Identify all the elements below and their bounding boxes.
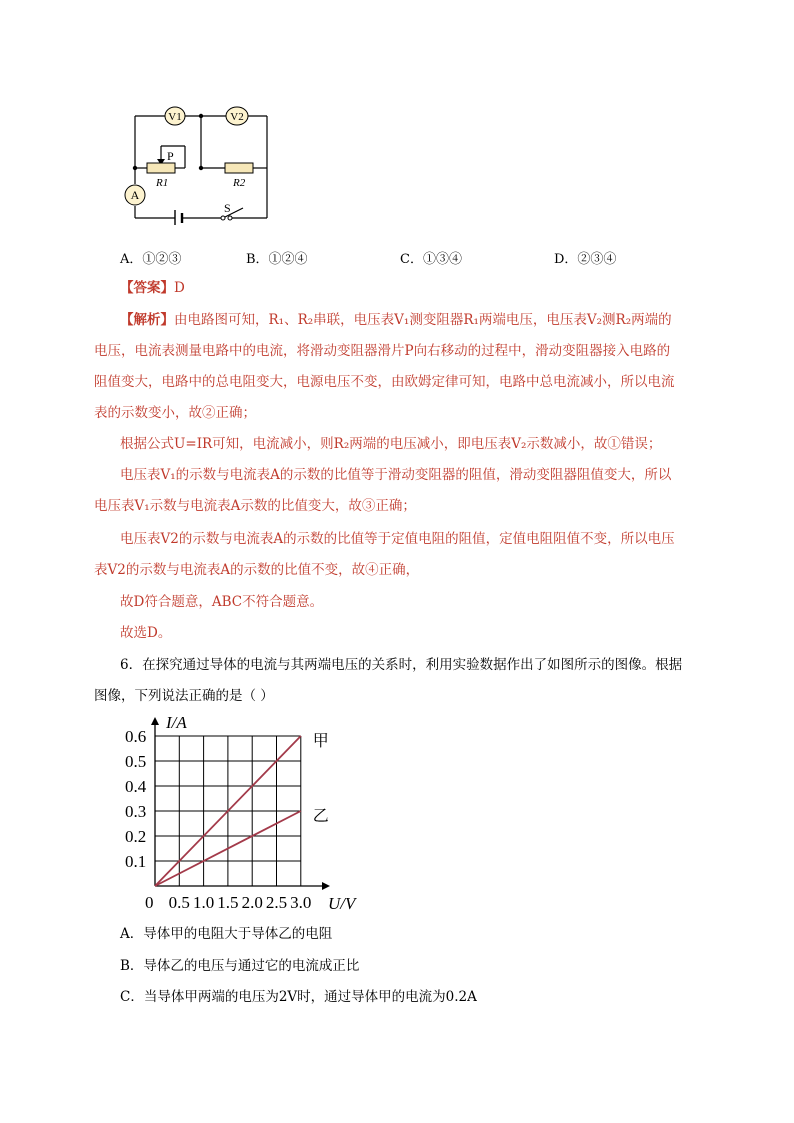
analysis-line-8: 电压表V2的示数与电流表A的示数的比值等于定值电阻的阻值，定值电阻阻值不变，所以电压 bbox=[120, 531, 675, 547]
x-axis-arrow bbox=[322, 882, 330, 890]
r1-label: R1 bbox=[156, 177, 169, 189]
x-axis-label: U/V bbox=[328, 894, 356, 913]
q6-option-a: A．导体甲的电阻大于导体乙的电阻 bbox=[120, 926, 333, 942]
analysis-line-4: 表的示数变小，故②正确； bbox=[94, 405, 256, 421]
q6-stem-line-1: 6．在探究通过导体的电流与其两端电压的关系时，利用实验数据作出了如图所示的图像。根据 bbox=[120, 657, 683, 673]
iu-chart bbox=[110, 708, 370, 913]
q6-option-c: C．当导体甲两端的电压为2V时，通过导体甲的电流为0.2A bbox=[120, 989, 477, 1005]
series-label-1: 甲 bbox=[312, 733, 329, 750]
analysis-line-1: 【解析】由电路图可知，R₁、R₂串联，电压表V₁测变阻器R₁两端电压，电压表V₂测R₂两端的 bbox=[120, 312, 672, 328]
y-tick-label: 0.1 bbox=[125, 852, 147, 871]
analysis-line-10: 故D符合题意，ABC不符合题意。 bbox=[120, 594, 324, 610]
y-tick-label: 0.2 bbox=[125, 827, 147, 846]
slider-label: P bbox=[167, 149, 174, 163]
origin-label: 0 bbox=[145, 893, 154, 912]
q6-option-b: B．导体乙的电压与通过它的电流成正比 bbox=[120, 958, 360, 974]
ammeter-label: A bbox=[130, 188, 140, 202]
x-tick-label: 2.0 bbox=[241, 893, 263, 912]
series-label-2: 乙 bbox=[312, 808, 329, 825]
circuit-diagram bbox=[120, 100, 280, 225]
analysis-line-11: 故选D。 bbox=[120, 625, 172, 641]
x-tick-label: 0.5 bbox=[168, 893, 190, 912]
r2-label: R2 bbox=[233, 177, 246, 189]
q6-stem-line-2: 图像，下列说法正确的是（ ） bbox=[94, 688, 274, 704]
y-tick-label: 0.3 bbox=[125, 802, 147, 821]
r2-resistor bbox=[225, 163, 253, 173]
x-tick-label: 3.0 bbox=[290, 893, 312, 912]
analysis-line-2: 电压，电流表测量电路中的电流，将滑动变阻器滑片P向右移动的过程中，滑动变阻器接入电路的 bbox=[94, 343, 671, 359]
answer-line bbox=[120, 279, 185, 297]
analysis-line-9: 表V2的示数与电流表A的示数的比值不变，故④正确， bbox=[94, 562, 420, 578]
q5-option-a: A．①②③ bbox=[120, 252, 182, 267]
switch-label: S bbox=[224, 201, 231, 215]
q5-option-d: D．②③④ bbox=[554, 252, 617, 267]
q5-option-c: C．①③④ bbox=[400, 252, 462, 267]
q5-option-b: B．①②④ bbox=[246, 252, 308, 267]
y-tick-label: 0.5 bbox=[125, 752, 147, 771]
y-axis-arrow bbox=[151, 717, 159, 725]
y-tick-label: 0.6 bbox=[125, 727, 147, 746]
r1-resistor bbox=[147, 163, 175, 173]
analysis-tag: 【解析】 bbox=[120, 312, 174, 328]
answer-value: D bbox=[174, 280, 185, 296]
x-tick-label: 1.0 bbox=[192, 893, 215, 912]
x-tick-label: 2.5 bbox=[265, 893, 288, 912]
analysis-line-5: 根据公式U=IR可知，电流减小，则R₂两端的电压减小，即电压表V₂示数减小，故①错误； bbox=[120, 436, 662, 452]
v1-label: V1 bbox=[168, 111, 182, 123]
y-axis-label: I/A bbox=[166, 713, 187, 732]
analysis-line-7: 电压表V₁示数与电流表A示数的比值变大，故③正确； bbox=[94, 498, 416, 514]
analysis-line-3: 阻值变大，电路中的总电阻变大，电源电压不变，由欧姆定律可知，电路中总电流减小，所以电流 bbox=[94, 374, 675, 390]
y-tick-label: 0.4 bbox=[125, 777, 147, 796]
v2-label: V2 bbox=[230, 111, 244, 123]
x-tick-label: 1.5 bbox=[217, 893, 239, 912]
analysis-line-6: 电压表V₁的示数与电流表A的示数的比值等于滑动变阻器的阻值，滑动变阻器阻值变大，所以 bbox=[120, 467, 672, 483]
answer-tag: 【答案】 bbox=[120, 280, 174, 296]
